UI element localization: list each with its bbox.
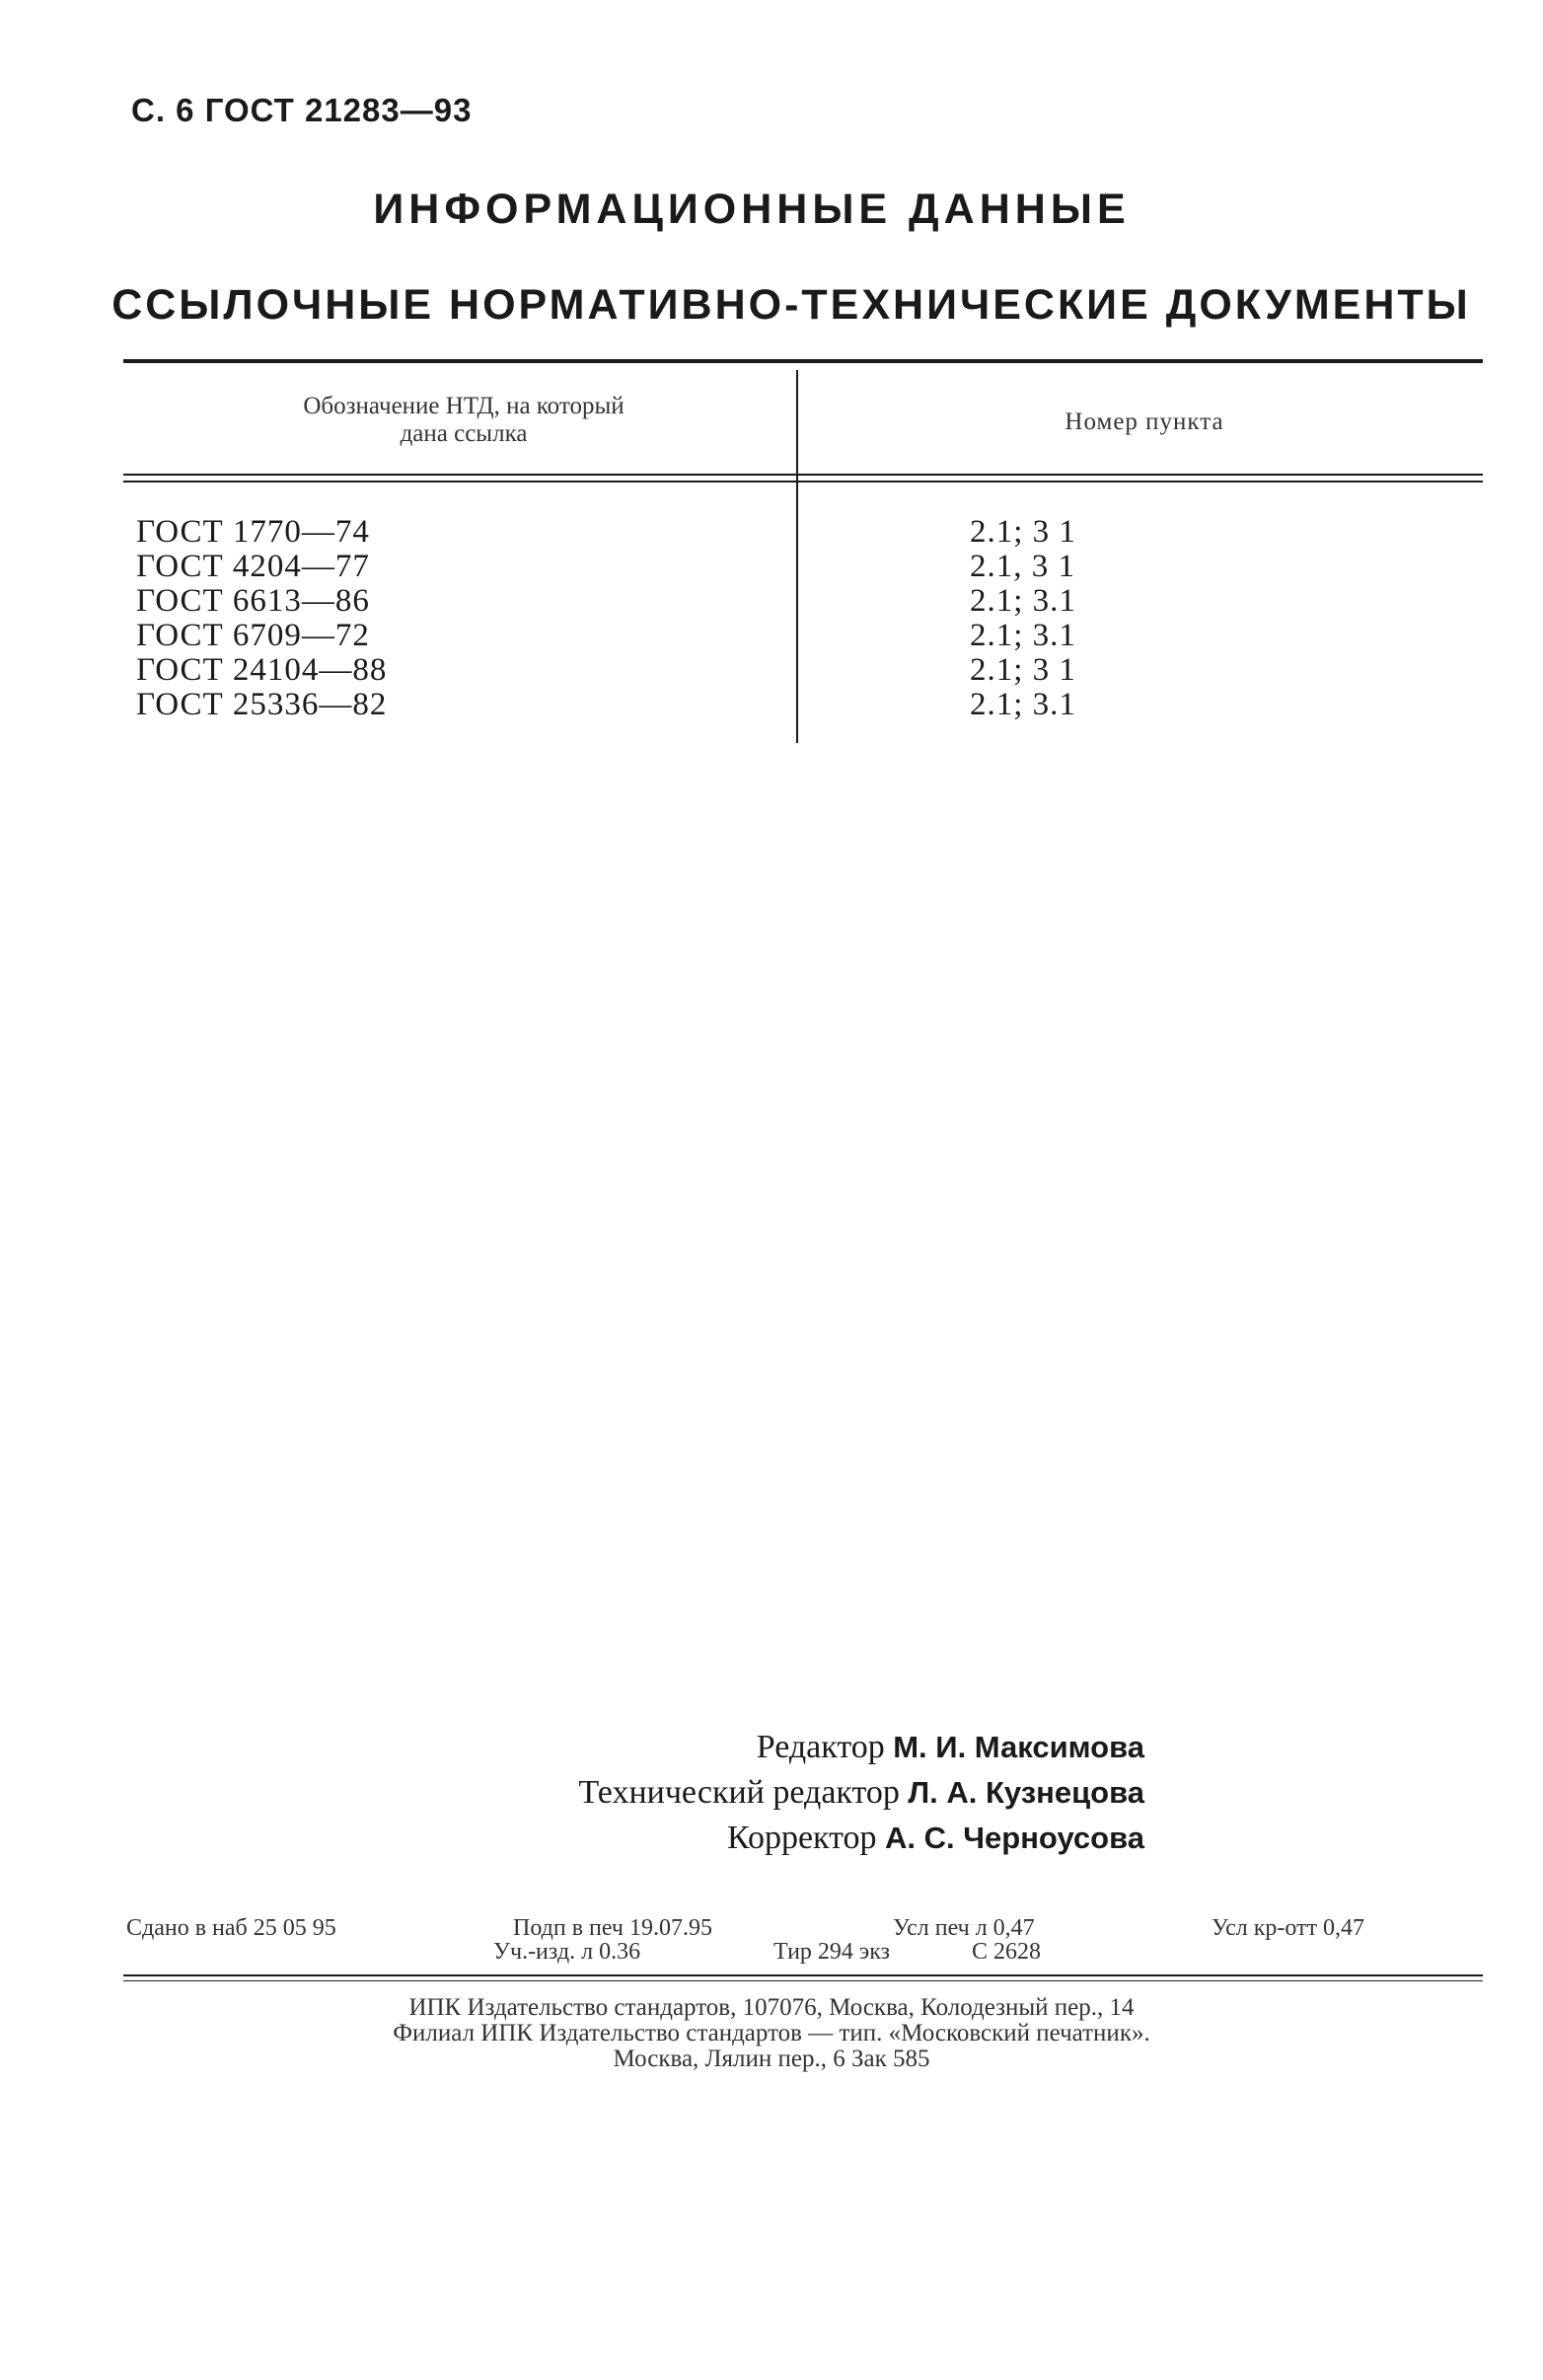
credit-tech-editor xyxy=(395,1770,1144,1816)
credit-corrector-name: А. С. Черноусова xyxy=(885,1821,1144,1855)
table-cell-doc: ГОСТ 4204—77 xyxy=(136,549,370,584)
table-cell-doc: ГОСТ 1770—74 xyxy=(136,514,370,550)
table-cell-points: 2.1; 3 1 xyxy=(970,514,1076,550)
table-cell-points: 2.1; 3.1 xyxy=(970,583,1076,619)
credit-corrector-role: Корректор xyxy=(726,1820,877,1856)
table-header-rule xyxy=(123,474,1483,476)
section-title: ИНФОРМАЦИОННЫЕ ДАННЫЕ xyxy=(373,186,1131,233)
credit-editor-name: М. И. Максимова xyxy=(893,1730,1144,1764)
table-cell-points: 2.1; 3.1 xyxy=(970,618,1076,653)
table-header-point-number: Номер пункта xyxy=(1065,409,1224,435)
table-header-rule-second xyxy=(123,481,1483,483)
imprint-sent: Сдано в наб 25 05 95 xyxy=(126,1915,336,1941)
table-cell-points: 2.1; 3.1 xyxy=(970,687,1076,722)
table-header-designation xyxy=(138,393,789,448)
imprint-signed: Подп в печ 19.07.95 xyxy=(513,1915,712,1941)
table-cell-doc: ГОСТ 25336—82 xyxy=(136,687,388,722)
credits-block xyxy=(395,1725,1144,1861)
imprint-usl-pech: Усл печ л 0,47 xyxy=(893,1915,1035,1941)
imprint-usl-kr: Усл кр-отт 0,47 xyxy=(1212,1915,1365,1941)
imprint-rule xyxy=(123,1974,1483,1976)
credit-editor-role: Редактор xyxy=(756,1729,885,1765)
credit-tech-editor-role: Технический редактор xyxy=(578,1774,900,1811)
imprint-rule-second xyxy=(123,1980,1483,1981)
publisher-line-3: Москва, Лялин пер., 6 Зак 585 xyxy=(613,2045,930,2072)
table-cell-points: 2.1; 3 1 xyxy=(970,652,1076,688)
section-subtitle: ССЫЛОЧНЫЕ НОРМАТИВНО-ТЕХНИЧЕСКИЕ ДОКУМЕНТЫ xyxy=(111,281,1471,329)
table-cell-doc: ГОСТ 6613—86 xyxy=(136,583,370,619)
table-cell-points: 2.1, 3 1 xyxy=(970,549,1075,584)
table-column-divider xyxy=(796,370,798,743)
table-cell-doc: ГОСТ 6709—72 xyxy=(136,618,370,653)
publisher-line-2: Филиал ИПК Издательство стандартов — тип. «Московский печатник». xyxy=(393,2020,1150,2046)
imprint-uch-izd: Уч.-изд. л 0.36 xyxy=(493,1939,641,1965)
imprint-tirazh: Тир 294 экз xyxy=(773,1939,891,1965)
credit-tech-editor-name: Л. А. Кузнецова xyxy=(908,1775,1144,1810)
imprint-zakaz: С 2628 xyxy=(972,1939,1042,1965)
credit-editor xyxy=(395,1725,1144,1770)
table-header-designation-line2: дана ссылка xyxy=(400,420,528,447)
credit-corrector xyxy=(395,1816,1144,1861)
table-header-designation-line1: Обозначение НТД, на который xyxy=(303,393,625,419)
table-cell-doc: ГОСТ 24104—88 xyxy=(136,652,388,688)
table-top-rule xyxy=(123,359,1483,363)
publisher-line-1: ИПК Издательство стандартов, 107076, Москва, Колодезный пер., 14 xyxy=(408,1994,1135,2021)
page-header: С. 6 ГОСТ 21283—93 xyxy=(131,92,473,128)
